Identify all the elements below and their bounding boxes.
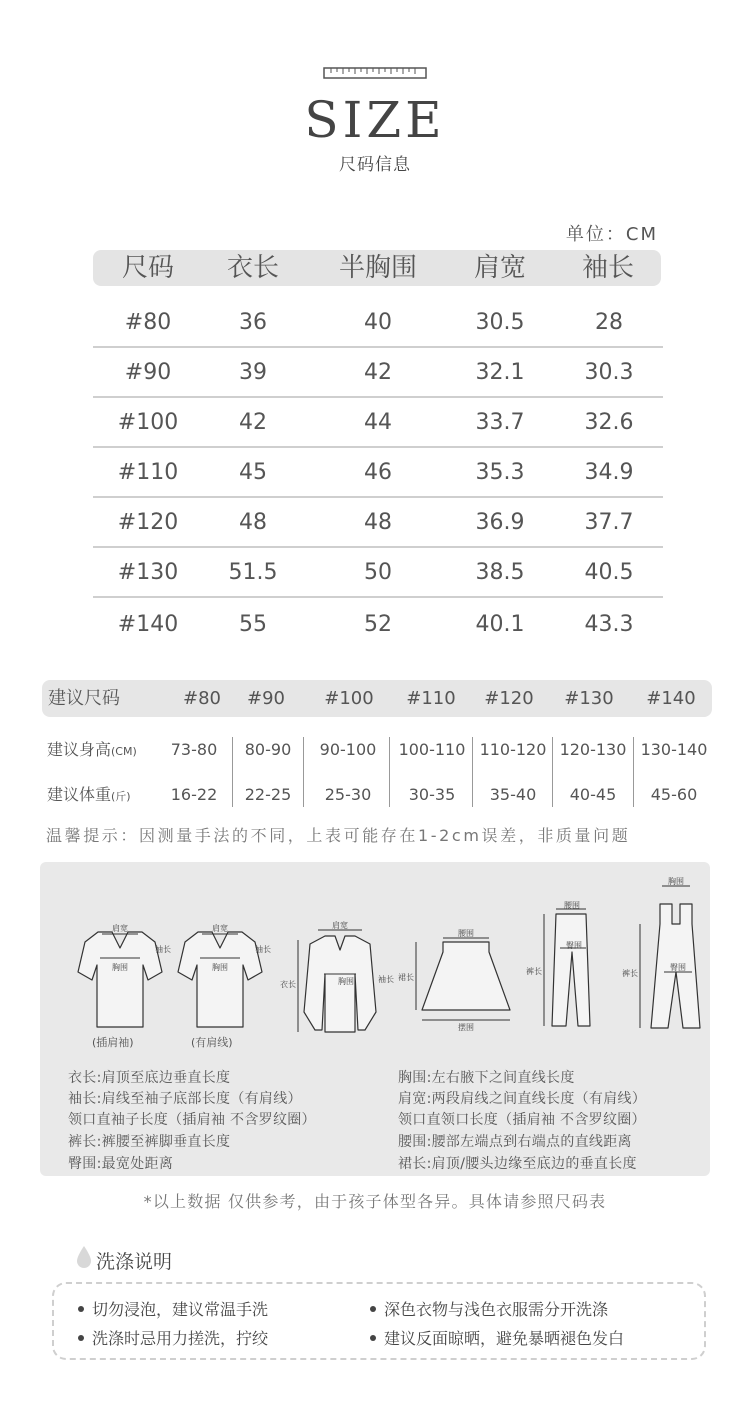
height-value: 90-100	[319, 740, 377, 759]
sleeve-cell: 30.3	[584, 360, 634, 385]
column-divider	[472, 737, 473, 807]
definition: 臀围:最宽处距离	[68, 1156, 174, 1172]
definition: 裙长:肩顶/腰头边缘至底边的垂直长度	[398, 1156, 637, 1172]
label-sleeve: 袖长	[255, 945, 271, 954]
column-divider	[389, 737, 390, 807]
weight-value: 22-25	[244, 785, 292, 804]
column-divider	[232, 737, 233, 807]
height-label: 建议身高(CM)	[47, 740, 137, 759]
row-divider	[93, 596, 663, 598]
label-sleeve: 袖长	[155, 945, 171, 954]
size-cell: #90	[124, 360, 172, 385]
wash-item: 深色衣物与浅色衣服需分开洗涤	[370, 1297, 608, 1320]
size-cell: #120	[117, 510, 179, 535]
length-cell: 39	[239, 360, 267, 385]
length-cell: 55	[239, 612, 267, 637]
table-row	[93, 548, 663, 598]
chest-cell: 42	[364, 360, 392, 385]
length-cell: 45	[239, 460, 267, 485]
skirt-icon	[422, 942, 510, 1010]
height-value: 120-130	[559, 740, 627, 759]
definition: 腰围:腰部左端点到右端点的直线距离	[398, 1134, 632, 1150]
chest-cell: 40	[364, 310, 392, 335]
chest-cell: 48	[364, 510, 392, 535]
length-cell: 42	[239, 410, 267, 435]
label-waist: 腰围	[458, 929, 474, 938]
chest-cell: 46	[364, 460, 392, 485]
tshirt-icon	[178, 932, 262, 1027]
size-table-header	[93, 250, 661, 286]
wash-item: 切勿浸泡，建议常温手洗	[78, 1297, 268, 1320]
label-pants-length: 裤长	[526, 967, 542, 976]
size-cell: #80	[124, 310, 172, 335]
weight-value: 35-40	[489, 785, 537, 804]
shoulder-cell: 40.1	[475, 612, 525, 637]
length-cell: 36	[239, 310, 267, 335]
recommend-size: #110	[406, 688, 456, 709]
measurement-guide	[40, 862, 710, 1176]
measurement-tip: 温馨提示：因测量手法的不同，上表可能存在1-2cm误差，非质量问题	[46, 826, 631, 845]
recommend-height-row	[42, 733, 712, 767]
recommend-weight-row	[42, 778, 712, 812]
column-header-length: 衣长	[226, 253, 279, 283]
size-cell: #140	[117, 612, 179, 637]
size-cell: #110	[117, 460, 179, 485]
column-header-half-chest: 半胸围	[338, 253, 417, 283]
size-subtitle: 尺码信息	[339, 155, 411, 175]
label-hem: 摆围	[458, 1023, 474, 1032]
label-pants-length: 裤长	[622, 969, 638, 978]
length-cell: 51.5	[228, 560, 278, 585]
column-header-sleeve: 袖长	[581, 253, 634, 283]
shoulder-cell: 35.3	[475, 460, 525, 485]
sleeve-cell: 32.6	[584, 410, 634, 435]
pants-icon	[552, 914, 590, 1026]
shoulder-cell: 36.9	[475, 510, 525, 535]
definition: 胸围:左右腋下之间直线长度	[398, 1070, 575, 1086]
definition: 袖长:肩线至袖子底部长度（有肩线）	[68, 1091, 302, 1107]
column-divider	[633, 737, 634, 807]
size-title: SIZE	[304, 91, 446, 149]
raglan-tshirt-icon	[78, 932, 162, 1027]
weight-value: 16-22	[170, 785, 218, 804]
wash-item: 洗涤时忌用力搓洗，拧绞	[78, 1326, 268, 1349]
chest-cell: 44	[364, 410, 392, 435]
recommend-size: #80	[183, 688, 221, 709]
recommend-size: #140	[646, 688, 696, 709]
height-value: 80-90	[244, 740, 292, 759]
table-row	[93, 298, 663, 348]
label-shoulder: 肩宽	[332, 921, 348, 930]
table-row	[93, 398, 663, 448]
ruler-icon	[323, 67, 427, 91]
definition: 衣长:肩顶至底边垂直长度	[68, 1070, 231, 1086]
column-divider	[552, 737, 553, 807]
column-header-shoulder: 肩宽	[473, 253, 526, 283]
shoulder-cell: 30.5	[475, 310, 525, 335]
sleeve-cell: 43.3	[584, 612, 634, 637]
definition: 领口直袖子长度（插肩袖 不含罗纹圈）	[68, 1112, 316, 1128]
label-waist: 腰围	[564, 901, 580, 910]
length-cell: 48	[239, 510, 267, 535]
sleeve-cell: 40.5	[584, 560, 634, 585]
label-chest: 胸围	[112, 963, 128, 972]
weight-value: 45-60	[650, 785, 698, 804]
weight-value: 30-35	[408, 785, 456, 804]
disclaimer: *以上数据 仅供参考，由于孩子体型各异。具体请参照尺码表	[143, 1192, 607, 1211]
label-skirt-length: 裙长	[398, 973, 414, 982]
table-row	[93, 498, 663, 548]
sleeve-cell: 37.7	[584, 510, 634, 535]
definition: 肩宽:两段肩线之间直线长度（有肩线）	[398, 1091, 647, 1107]
table-row	[93, 448, 663, 498]
water-drop-icon	[76, 1245, 92, 1269]
label-chest: 胸围	[212, 963, 228, 972]
label-hip: 臀围	[670, 963, 686, 972]
sleeve-cell: 28	[595, 310, 623, 335]
size-cell: #100	[117, 410, 179, 435]
table-row	[93, 600, 663, 650]
caption-raglan: (插肩袖)	[92, 1036, 134, 1049]
label-shoulder: 肩宽	[112, 924, 128, 933]
wash-instructions	[52, 1282, 706, 1360]
definition: 领口直领口长度（插肩袖 不含罗纹圈）	[398, 1112, 646, 1128]
label-chest: 胸围	[668, 877, 684, 886]
chest-cell: 50	[364, 560, 392, 585]
chest-cell: 52	[364, 612, 392, 637]
height-value: 100-110	[398, 740, 466, 759]
shoulder-cell: 33.7	[475, 410, 525, 435]
label-chest: 胸围	[338, 977, 354, 986]
table-row	[93, 348, 663, 398]
size-cell: #130	[117, 560, 179, 585]
recommend-size: #100	[324, 688, 374, 709]
label-length: 衣长	[280, 980, 296, 989]
shoulder-cell: 32.1	[475, 360, 525, 385]
caption-shoulder-seam: (有肩线)	[191, 1036, 233, 1049]
column-divider	[303, 737, 304, 807]
height-value: 110-120	[479, 740, 547, 759]
weight-value: 40-45	[569, 785, 617, 804]
weight-label: 建议体重(斤)	[47, 785, 131, 804]
recommend-header	[42, 680, 712, 717]
label-hip: 臀围	[566, 941, 582, 950]
sleeve-cell: 34.9	[584, 460, 634, 485]
height-value: 73-80	[170, 740, 218, 759]
column-header-size: 尺码	[121, 253, 174, 283]
weight-value: 25-30	[324, 785, 372, 804]
wash-item: 建议反面晾晒，避免暴晒褪色发白	[370, 1326, 624, 1349]
recommend-label: 建议尺码	[48, 688, 120, 709]
unit-label: 单位：CM	[565, 224, 658, 245]
recommend-size: #130	[564, 688, 614, 709]
recommend-size: #120	[484, 688, 534, 709]
shoulder-cell: 38.5	[475, 560, 525, 585]
recommend-size: #90	[247, 688, 285, 709]
label-shoulder: 肩宽	[212, 924, 228, 933]
garment-diagrams	[40, 862, 710, 1062]
wash-title: 洗涤说明	[96, 1251, 173, 1273]
definition: 裤长:裤腰至裤脚垂直长度	[68, 1134, 231, 1150]
label-sleeve: 袖长	[378, 975, 394, 984]
height-value: 130-140	[640, 740, 708, 759]
